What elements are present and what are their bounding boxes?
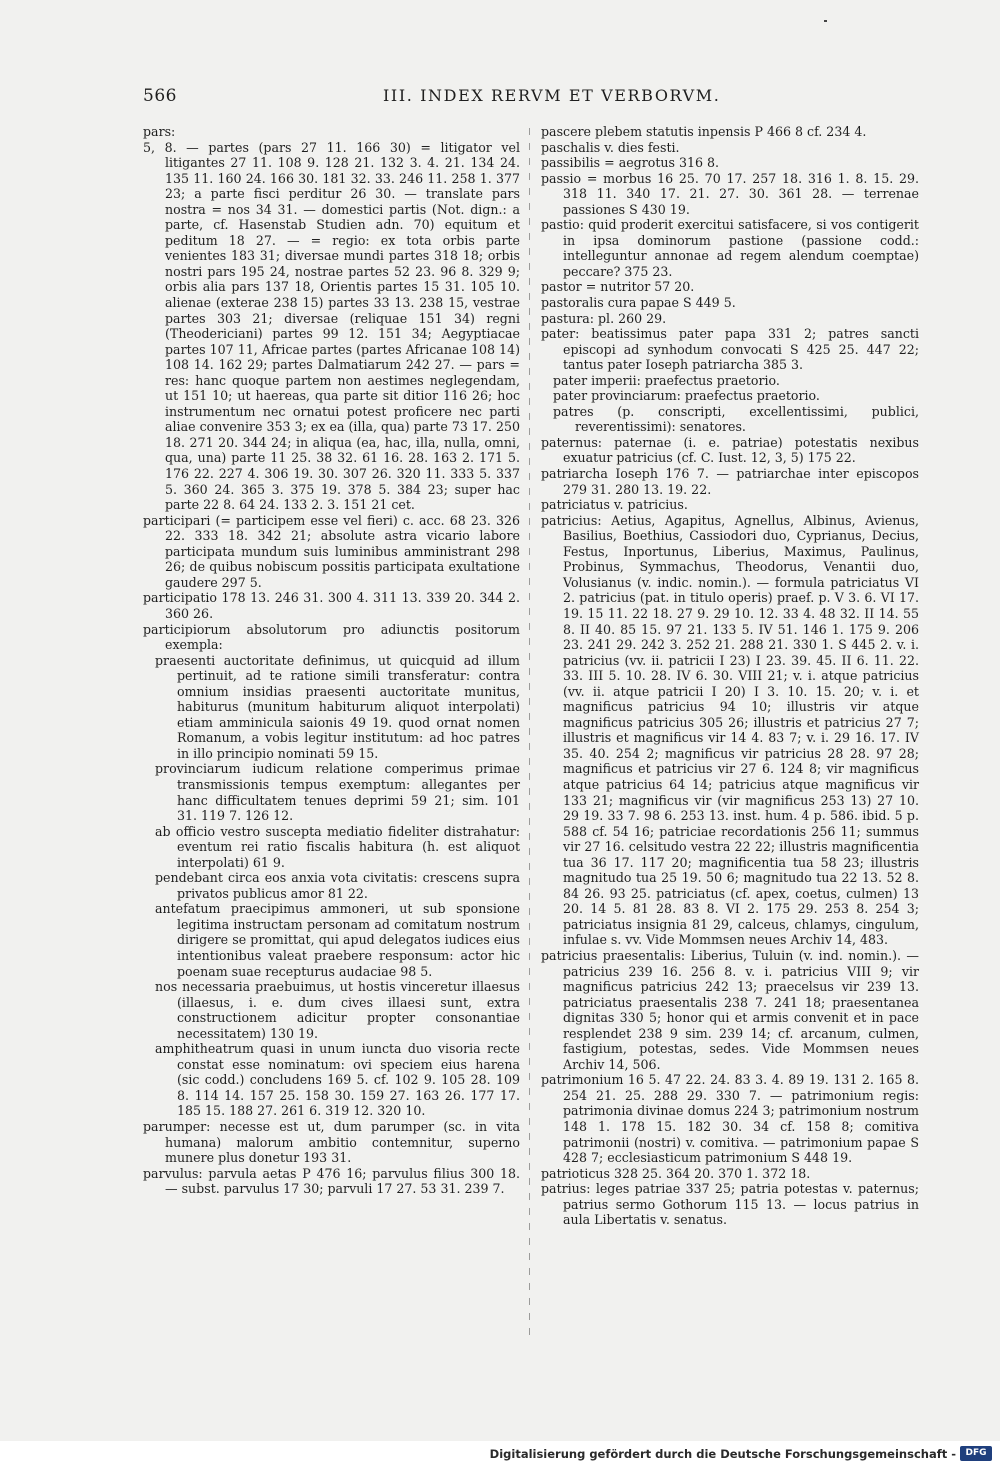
running-title: III. INDEX RERVM ET VERBORVM.: [383, 86, 721, 105]
footer-credit: Digitalisierung gefördert durch die Deutsche Forschungsgemeinschaft -: [489, 1447, 956, 1461]
index-entry: pastura: pl. 260 29.: [541, 310, 667, 326]
index-subentry: praesenti auctoritate definimus, ut quicquid ad illum pertinuit, ad te ratione simili transferatur: contra omnium insidias praesenti auctoritate munitus, habiturus (munitum habiturum aliquot interpolati) etiam amminicula saionis 49 19. quod ornat nomen Romanum, a vobis legitur institutum: ad hoc patres in illo principio nominati 59 15.: [155, 652, 520, 761]
digitization-footer: [0, 1441, 1000, 1467]
page-header: [143, 86, 883, 108]
dfg-logo-text: DFG: [965, 1448, 987, 1458]
index-entry: patriarcha Ioseph 176 7. — patriarchae inter episcopos 279 31. 280 13. 19. 22.: [541, 466, 919, 497]
index-column-left: [143, 124, 520, 1197]
index-entry: patricius praesentalis: Liberius, Tuluin (v. ind. nomin.). — patricius 239 16. 256 8. v. i. patricius VIII 9; vir magnificus patricius 242 13; praecelsus vir 239 13. patriciatus praesentalis 238 7. 241 18; praesentanea dignitas 330 5; honor qui et armis convenit et in pace resplendet 238 9 sim. 239 14; cf. arcanum, culmen, fastigium, potestas, sedes. Vide Mommsen neues Archiv 14, 506.: [541, 947, 919, 1072]
column-divider: [529, 128, 530, 1340]
index-entry: pastoralis cura papae S 449 5.: [541, 295, 736, 311]
index-column-right: [541, 124, 919, 1228]
index-entry: participari (= participem esse vel fieri) c. acc. 68 23. 326 22. 333 18. 342 21; absolute astra vicario labore participata mundum suis luminibus amministrant 298 26; de quibus nobiscum possitis participata exultatione gaudere 297 5.: [143, 512, 520, 590]
index-entry: pastor = nutritor 57 20.: [541, 279, 695, 295]
index-entry: participatio 178 13. 246 31. 300 4. 311 13. 339 20. 344 2. 360 26.: [143, 590, 520, 621]
index-entry: paternus: paternae (i. e. patriae) potestatis nexibus exuatur patricius (cf. C. Iust. 12, 3, 5) 175 22.: [541, 434, 919, 466]
index-subentry: ab officio vestro suscepta mediatio fideliter distrahatur: eventum rei ratio fiscalis habitura (h. est aliquot interpolati) 61 9.: [155, 823, 520, 870]
index-entry: patriciatus v. patricius.: [541, 497, 688, 513]
index-entry: pater: beatissimus pater papa 331 2; patres sancti episcopi ad synhodum convocati S 425 25. 447 22; tantus pater Ioseph patriarcha 385 3.: [541, 326, 919, 373]
index-entry: pastio: quid proderit exercitui satisfacere, si vos contigerit in ipsa dominorum pastione (passione codd.: intelleguntur annonae ad regem alendum coemptae) peccare? 375 23.: [541, 217, 919, 279]
page-number: 566: [143, 86, 177, 106]
index-entry: patricius: Aetius, Agapitus, Agnellus, Albinus, Avienus, Basilius, Boethius, Cassiodori duo, Cyprianus, Decius, Festus, Inportunus, Liberius, Maximus, Paulinus, Probinus, Symmachus, Theodorus, Venantii duo, Volusianus (v. indic. nomin.). — formula patriciatus VI 2. patricius (pat. in titulo operis) praef. p. V 3. 6. VI 17. 19. 15 11. 22 18. 27 9. 29 10. 12. 33 4. 48 32. II 14. 55 8. II 40. 85 15. 97 21. 133 5. IV 51. 146 1. 175 9. 206 23. 241 29. 242 3. 252 21. 288 21. 330 1. S 445 2. v. i. patricius (vv. ii. patricii I 23) I 23. 39. 45. II 6. 11. 22. 33. III 5. 10. 28. IV 6. 30. VIII 21; v. i. atque patricius (vv. ii. atque patricii I 20) I 3. 10. 15. 20; v. i. et magnificus patricius 94 10; illustris vir atque magnificus patricius 305 26; illustris et patricius 27 7; illustris et magnificus vir 14 4. 83 7; v. i. 29 16. 17. IV 35. 40. 254 2; magnificus vir patricius 28 28. 97 28; magnificus et patricius vir 27 6. 124 8; vir magnificus atque patricius 64 14; patricius atque magnificus vir 133 21; magnificus vir (vir magnificus 253 13) 27 10. 29 19. 33 7. 98 6. 253 13. inst. hum. 4 p. 586. ibid. 5 p. 588 cf. 54 16; patriciae recordationis 256 11; summus vir 27 16. celsitudo vestra 22 22; illustris magnificentia tua 36 17. 117 20; magnificentia tua 58 23; illustris magnitudo tua 25 19. 50 6; magnitudo tua 22 13. 52 8. 84 26. 93 25. patriciatus (cf. apex, coetus, culmen) 13 20. 14 5. 81 28. 83 8. VI 2. 175 29. 253 8. 254 3; patriciatus insignia 81 29, calceus, chlamys, cingulum, infulae s. vv. Vide Mommsen neues Archiv 14, 483.: [541, 512, 919, 948]
index-entry: passio = morbus 16 25. 70 17. 257 18. 316 1. 8. 15. 29. 318 11. 340 17. 21. 27. 30. 361 28. — terrenae passiones S 430 19.: [541, 170, 919, 217]
index-subentry: nos necessaria praebuimus, ut hostis vinceretur illaesus (illaesus, i. e. dum cives illaesi sunt, extra constructionem adicitur propter consonantiae necessitatem) 130 19.: [155, 979, 520, 1041]
index-subentry: patres (p. conscripti, excellentissimi, publici, reverentissimi): senatores.: [553, 403, 919, 435]
index-subentry: pater provinciarum: praefectus praetorio.: [553, 388, 820, 404]
dfg-logo: [960, 1446, 992, 1461]
index-entry: parumper: necesse est ut, dum parumper (sc. in vita humana) malorum ambitio contemnitur, superno munere plus donetur 193 31.: [143, 1119, 520, 1166]
index-subentry: pater imperii: praefectus praetorio.: [553, 372, 780, 388]
scan-speck: [824, 20, 827, 22]
index-entry: paschalis v. dies festi.: [541, 139, 680, 155]
index-subentry: provinciarum iudicum relatione comperimus primae transmissionis tempus exemptum: allegantes per hanc difficultatem tenues deprimi 59 21; sim. 101 31. 119 7. 126 12.: [155, 761, 520, 824]
index-entry: 5, 8. — partes (pars 27 11. 166 30) = litigator vel litigantes 27 11. 108 9. 128 21. 132 3. 4. 21. 134 24. 135 11. 160 24. 166 30. 181 32. 33. 246 11. 258 1. 377 23; a parte fisci perditur 26 30. — translate pars nostra = nos 34 31. — domestici partis (Not. dign.: a parte, cf. Hasenstab Studien adn. 70) equitum et peditum 18 27. — = regio: ex tota orbis parte venientes 183 31; diversae mundi partes 318 18; orbis nostri pars 195 24, nostrae partes 52 23. 96 8. 329 9; orbis alia pars 137 18, Orientis partes 15 31. 105 10. alienae (exterae 238 15) partes 33 13. 238 15, vestrae partes 303 21; diversae (reliquae 151 34) regni (Theodericiani) partes 99 12. 151 34; Aegyptiacae partes 107 11, Africae partes (partes Africanae 108 14) 108 14. 162 29; partes Dalmatiarum 242 27. — pars = res: hanc quoque partem non aestimes neglegendam, ut 151 10; ut haereas, qua parte sit ditior 116 26; hoc instrumentum nec ornatui potest proficere nec parti aliae convenire 353 3; ex ea (illa, qua) parte 73 17. 250 18. 271 20. 344 24; in aliqua (ea, hac, illa, nulla, omni, qua, una) parte 11 25. 38 32. 61 16. 28. 163 2. 171 5. 176 22. 227 4. 306 19. 30. 307 26. 320 11. 333 5. 337 5. 360 24. 365 3. 375 19. 378 5. 384 23; super hac parte 22 8. 64 24. 133 2. 3. 151 21 cet.: [143, 139, 520, 513]
index-entry: participiorum absolutorum pro adiunctis positorum exempla:: [143, 621, 520, 653]
index-entry: pascere plebem statutis inpensis P 466 8 cf. 234 4.: [541, 124, 867, 139]
index-entry: patrioticus 328 25. 364 20. 370 1. 372 18.: [541, 1165, 811, 1181]
index-subentry: antefatum praecipimus ammoneri, ut sub sponsione legitima instructam personam ad comitatum nostrum dirigere se promittat, qui apud delegatos iudices eius intentionibus valeat praebere responsum: actor hic poenam suae recepturus audaciae 98 5.: [155, 901, 520, 979]
index-entry: pars:: [143, 124, 176, 139]
index-entry: parvulus: parvula aetas P 476 16; parvulus filius 300 18. — subst. parvulus 17 30; parvuli 17 27. 53 31. 239 7.: [143, 1165, 520, 1197]
index-entry: patrius: leges patriae 337 25; patria potestas v. paternus; patrius sermo Gothorum 115 13. — locus patrius in aula Libertatis v. senatus.: [541, 1181, 919, 1228]
index-subentry: amphitheatrum quasi in unum iuncta duo visoria recte constat esse nominatum: ovi speciem eius harena (sic codd.) concludens 169 5. cf. 102 9. 105 28. 109 8. 114 14. 157 25. 158 30. 159 27. 163 26. 177 17. 185 15. 188 27. 261 6. 319 12. 320 10.: [155, 1041, 520, 1119]
index-entry: patrimonium 16 5. 47 22. 24. 83 3. 4. 89 19. 131 2. 165 8. 254 21. 25. 288 29. 330 7. — patrimonium regis: patrimonia divinae domus 224 3; patrimonium nostrum 148 1. 178 15. 182 30. 34 cf. 158 8; comitiva patrimonii (nostri) v. comitiva. — patrimonium papae S 428 7; ecclesiasticum patrimonium S 448 19.: [541, 1072, 919, 1166]
index-subentry: pendebant circa eos anxia vota civitatis: crescens supra privatos publicus amor 81 22.: [155, 870, 520, 901]
index-entry: passibilis = aegrotus 316 8.: [541, 155, 720, 171]
